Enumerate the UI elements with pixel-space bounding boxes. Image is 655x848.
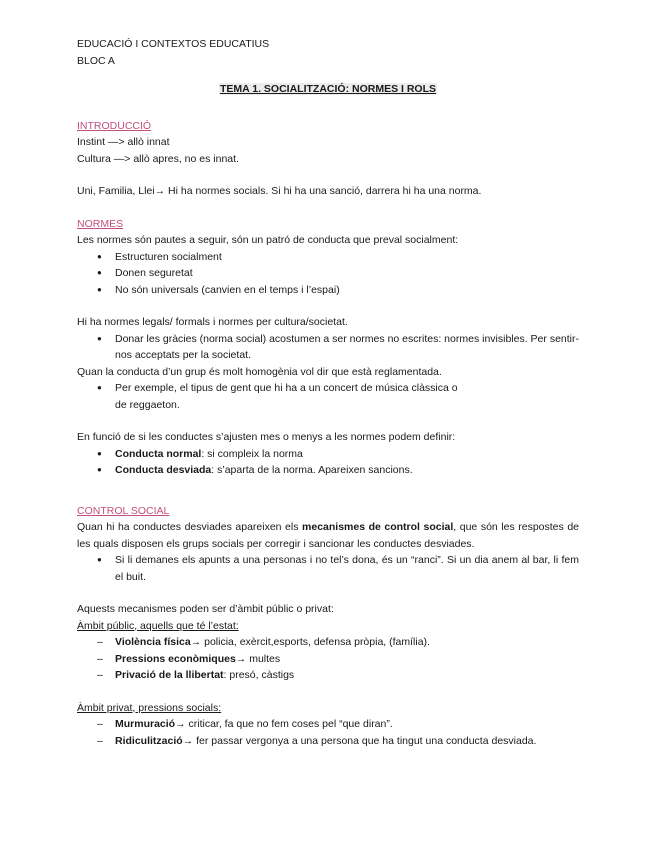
course-title: EDUCACIÓ I CONTEXTOS EDUCATIUS	[77, 38, 270, 50]
paragraph: Les normes són pautes a seguir, són un patró de conducta que preval socialment:	[77, 234, 459, 246]
bullet-list	[77, 249, 579, 299]
list-item: – Violència física→ policia, exèrcit,esports, defensa pròpia, (família).	[77, 634, 579, 651]
dash-list	[77, 634, 579, 684]
section-heading-normes: NORMES	[77, 217, 124, 230]
paragraph: Quan la conducta d’un grup és molt homogènia vol dir que està reglamentada.	[77, 365, 442, 378]
list-item: ● Conducta desviada: s’aparta de la norma. Apareixen sancions.	[77, 462, 579, 479]
bullet-list	[77, 552, 579, 585]
subheading-ambit-public: Àmbit públic, aquells que té l’estat:	[77, 619, 239, 632]
subheading-ambit-privat: Àmbit privat, pressions socials:	[77, 701, 222, 714]
list-item: ● Si li demanes els apunts a una personas i no tel’s dona, és un “ranci”. Si un dia anem al bar, li fem el buit.	[77, 552, 579, 585]
bullet-list	[77, 331, 579, 364]
paragraph: Aquests mecanismes poden ser d’àmbit públic o privat:	[77, 603, 334, 615]
list-item: – Privació de la llibertat: presó, càstigs	[77, 667, 579, 684]
bullet-list	[77, 380, 579, 413]
list-item: ● Donar les gràcies (norma social) acostumen a ser normes no escrites: normes invisibles. Per sentir-nos acceptats per la societat.	[77, 331, 579, 364]
section-heading-control-social: CONTROL SOCIAL	[77, 504, 170, 517]
list-item: – Ridiculització→ fer passar vergonya a una persona que ha tingut una conducta desviada.	[77, 733, 579, 750]
list-item: – Pressions econòmiques→ multes	[77, 651, 579, 668]
list-item: ● Per exemple, el tipus de gent que hi ha a un concert de música clàssica o de reggaeton.	[77, 380, 460, 413]
section-heading-introduccio: INTRODUCCIÓ	[77, 119, 152, 132]
paragraph: Hi ha normes legals/ formals i normes per cultura/societat.	[77, 316, 348, 328]
document-title: TEMA 1. SOCIALITZACIÓ: NORMES I ROLS	[219, 83, 437, 95]
page-content	[77, 36, 579, 749]
intro-line: Cultura —> allò apres, no es innat.	[77, 152, 239, 165]
intro-line: Uni, Familia, Llei→ Hi ha normes socials. Si hi ha una sanció, darrera hi ha una norma.	[77, 185, 482, 197]
list-item: ● Conducta normal: si compleix la norma	[77, 446, 579, 463]
intro-line: Instint —> allò innat	[77, 136, 170, 148]
list-item: ● Donen seguretat	[77, 265, 579, 282]
dash-list	[77, 716, 579, 749]
list-item: ● Estructuren socialment	[77, 249, 579, 266]
list-item: – Murmuració→ criticar, fa que no fem coses pel “que diran”.	[77, 716, 579, 733]
paragraph: Quan hi ha conductes desviades apareixen els mecanismes de control social, que són les respostes de les quals disposen els grups socials per corregir i sancionar les conductes desviades.	[77, 521, 579, 550]
list-item: ● No són universals (canvien en el temps i l’espai)	[77, 282, 579, 299]
paragraph: En funció de si les conductes s’ajusten mes o menys a les normes podem definir:	[77, 431, 456, 443]
bullet-list	[77, 446, 579, 479]
block-label: BLOC A	[77, 54, 115, 67]
